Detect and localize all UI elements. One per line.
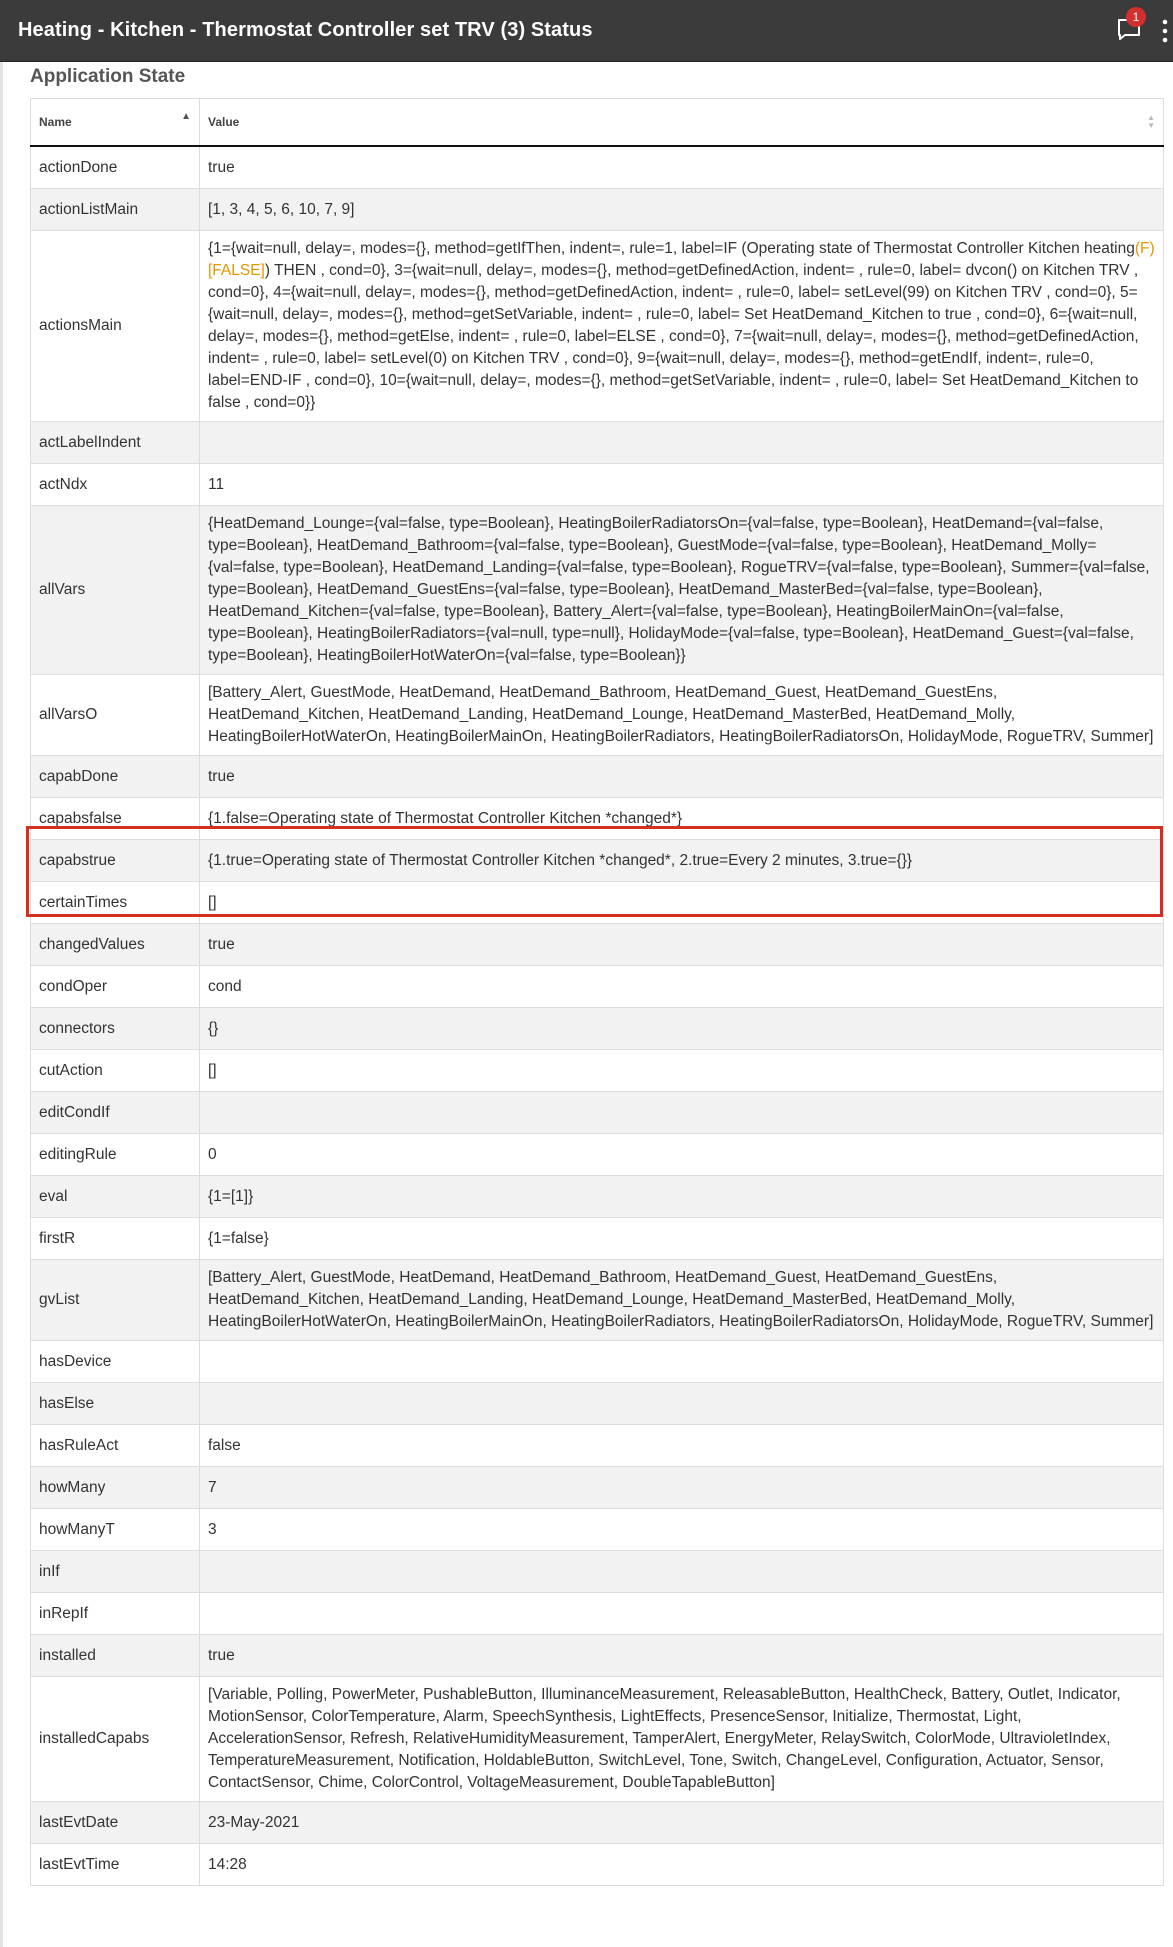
table-row [31,231,1164,422]
row-name: installed [31,1635,200,1677]
row-value: 3 [200,1509,1164,1551]
row-value: {HeatDemand_Lounge={val=false, type=Boolean}, HeatingBoilerRadiatorsOn={val=false, type=Boolean}, HeatDemand={val=false, type=Boolean}, HeatDemand_Bathroom={val=false, type=Boolean}, GuestMode={val=false, type=Boolean}, HeatDemand_Molly={val=false, type=Boolean}, HeatDemand_Landing={val=false, type=Boolean}, RogueTRV={val=false, type=Boolean}, Summer={val=false, type=Boolean}, HeatDemand_GuestEns={val=false, type=Boolean}, HeatDemand_MasterBed={val=false, type=Boolean}, HeatDemand_Kitchen={val=false, type=Boolean}, Battery_Alert={val=false, type=Boolean}, HeatingBoilerMainOn={val=false, type=Boolean}, HeatingBoilerRadiators={val=null, type=null}, HolidayMode={val=false, type=Boolean}, HeatDemand_Guest={val=false, type=Boolean}, HeatingBoilerHotWaterOn={val=false, type=Boolean}} [200,506,1164,675]
row-value [200,1593,1164,1635]
row-value [200,1383,1164,1425]
row-value [200,231,1164,422]
row-name: connectors [31,1008,200,1050]
table-row [31,1677,1164,1802]
table-row [31,1008,1164,1050]
row-value-part: ) THEN , cond=0}, 3={wait=null, delay=, modes={}, method=getDefinedAction, indent= , rule=0, label= dvcon() on Kitchen TRV , cond=0}, 4={wait=null, delay=, modes={}, method=getDefinedAction, indent= , rule=0, label= setLevel(99) on Kitchen TRV , cond=0}, 5={wait=null, delay=, modes={}, method=getSetVariable, indent= , rule=0, label= Set HeatDemand_Kitchen to true , cond=0}, 6={wait=null, delay=, modes={}, method=getElse, indent= , rule=0, label=ELSE , cond=0}, 7={wait=null, delay=, modes={}, method=getDefinedAction, indent= , rule=0, label= setLevel(0) on Kitchen TRV , cond=0}, 9={wait=null, delay=, modes={}, method=getEndIf, indent=, rule=0, label=END-IF , cond=0}, 10={wait=null, delay=, modes={}, method=getSetVariable, indent= , rule=0, label= Set HeatDemand_Kitchen to false , cond=0}} [208,262,1139,411]
row-name: certainTimes [31,882,200,924]
sort-both-icon[interactable]: ▲ ▼ [1147,113,1155,130]
table-row [31,1176,1164,1218]
application-state-table [30,98,1164,1886]
table-row [31,1383,1164,1425]
row-value: {1.true=Operating state of Thermostat Controller Kitchen *changed*, 2.true=Every 2 minutes, 3.true={}} [200,840,1164,882]
table-row [31,675,1164,756]
row-value: 14:28 [200,1844,1164,1886]
table-row [31,1425,1164,1467]
row-name: eval [31,1176,200,1218]
row-name: actionsMain [31,231,200,422]
table-row [31,756,1164,798]
table-row [31,1050,1164,1092]
row-name: howMany [31,1467,200,1509]
row-name: inIf [31,1551,200,1593]
row-name: capabstrue [31,840,200,882]
condition-state-false: (F) [FALSE] [208,240,1155,279]
table-row [31,1467,1164,1509]
row-name: allVarsO [31,675,200,756]
row-name: editingRule [31,1134,200,1176]
row-value: 7 [200,1467,1164,1509]
row-name: actionDone [31,146,200,189]
row-value: 23-May-2021 [200,1802,1164,1844]
row-name: changedValues [31,924,200,966]
row-name: actionListMain [31,189,200,231]
row-name: allVars [31,506,200,675]
table-row [31,1844,1164,1886]
row-name: hasElse [31,1383,200,1425]
row-name: howManyT [31,1509,200,1551]
row-value [200,1341,1164,1383]
table-row [31,1134,1164,1176]
section-title: Application State [30,66,186,87]
row-value: [] [200,1050,1164,1092]
table-row [31,1509,1164,1551]
more-vert-icon[interactable] [1162,18,1168,44]
notification-badge[interactable]: 1 [1126,7,1146,27]
column-header-name-label: Name [39,115,72,129]
column-header-value-label: Value [208,115,240,129]
row-name: actLabelIndent [31,422,200,464]
table-row [31,966,1164,1008]
row-value: [Battery_Alert, GuestMode, HeatDemand, HeatDemand_Bathroom, HeatDemand_Guest, HeatDemand_GuestEns, HeatDemand_Kitchen, HeatDemand_Landing, HeatDemand_Lounge, HeatDemand_MasterBed, HeatDemand_Molly, HeatingBoilerHotWaterOn, HeatingBoilerMainOn, HeatingBoilerRadiators, HeatingBoilerRadiatorsOn, HolidayMode, RogueTRV, Summer] [200,675,1164,756]
row-value: {1=[1]} [200,1176,1164,1218]
row-value: true [200,146,1164,189]
row-value: {1.false=Operating state of Thermostat Controller Kitchen *changed*} [200,798,1164,840]
table-row [31,924,1164,966]
row-value [200,1551,1164,1593]
table-row [31,840,1164,882]
row-name: condOper [31,966,200,1008]
row-value: false [200,1425,1164,1467]
table-row [31,1593,1164,1635]
sort-ascending-icon[interactable]: ▲ [181,111,191,122]
top-app-bar [0,0,1173,62]
row-name: installedCapabs [31,1677,200,1802]
row-name: lastEvtTime [31,1844,200,1886]
table-row [31,189,1164,231]
row-name: gvList [31,1260,200,1341]
table-row [31,422,1164,464]
table-row [31,1260,1164,1341]
column-header-value[interactable] [200,99,1164,147]
row-value: 11 [200,464,1164,506]
row-name: inRepIf [31,1593,200,1635]
row-name: firstR [31,1218,200,1260]
table-row [31,506,1164,675]
row-value: true [200,756,1164,798]
table-row [31,798,1164,840]
table-row [31,882,1164,924]
row-name: hasDevice [31,1341,200,1383]
row-value: 0 [200,1134,1164,1176]
table-row [31,1092,1164,1134]
row-value: cond [200,966,1164,1008]
row-name: capabsfalse [31,798,200,840]
row-value: true [200,1635,1164,1677]
row-value: {1=false} [200,1218,1164,1260]
table-row [31,464,1164,506]
row-value: {} [200,1008,1164,1050]
table-row [31,1802,1164,1844]
table-row [31,1551,1164,1593]
table-row [31,1341,1164,1383]
row-value: [1, 3, 4, 5, 6, 10, 7, 9] [200,189,1164,231]
row-name: hasRuleAct [31,1425,200,1467]
table-row [31,1218,1164,1260]
row-name: lastEvtDate [31,1802,200,1844]
row-value-part: {1={wait=null, delay=, modes={}, method=getIfThen, indent=, rule=1, label=IF (Operating state of Thermostat Controller Kitchen heating [208,240,1135,257]
row-name: actNdx [31,464,200,506]
page-title: Heating - Kitchen - Thermostat Controller set TRV (3) Status [18,19,593,41]
row-value: [Battery_Alert, GuestMode, HeatDemand, HeatDemand_Bathroom, HeatDemand_Guest, HeatDemand_GuestEns, HeatDemand_Kitchen, HeatDemand_Landing, HeatDemand_Lounge, HeatDemand_MasterBed, HeatDemand_Molly, HeatingBoilerHotWaterOn, HeatingBoilerMainOn, HeatingBoilerRadiators, HeatingBoilerRadiatorsOn, HolidayMode, RogueTRV, Summer] [200,1260,1164,1341]
row-name: editCondIf [31,1092,200,1134]
table-row [31,1635,1164,1677]
row-value: [Variable, Polling, PowerMeter, PushableButton, IlluminanceMeasurement, ReleasableButton, HealthCheck, Battery, Outlet, Indicator, MotionSensor, ColorTemperature, Alarm, SpeechSynthesis, LightEffects, PresenceSensor, Initialize, Thermostat, Light, AccelerationSensor, Refresh, RelativeHumidityMeasurement, TamperAlert, EnergyMeter, RelaySwitch, ColorMode, UltravioletIndex, TemperatureMeasurement, Notification, HoldableButton, SwitchLevel, Tone, Switch, ChangeLevel, Configuration, Actuator, Sensor, ContactSensor, Chime, ColorControl, VoltageMeasurement, DoubleTapableButton] [200,1677,1164,1802]
row-name: capabDone [31,756,200,798]
table-row [31,146,1164,189]
row-value: [] [200,882,1164,924]
row-value [200,1092,1164,1134]
row-value: true [200,924,1164,966]
column-header-name[interactable] [31,99,200,147]
row-value [200,422,1164,464]
row-name: cutAction [31,1050,200,1092]
left-edge-divider [0,62,3,1947]
